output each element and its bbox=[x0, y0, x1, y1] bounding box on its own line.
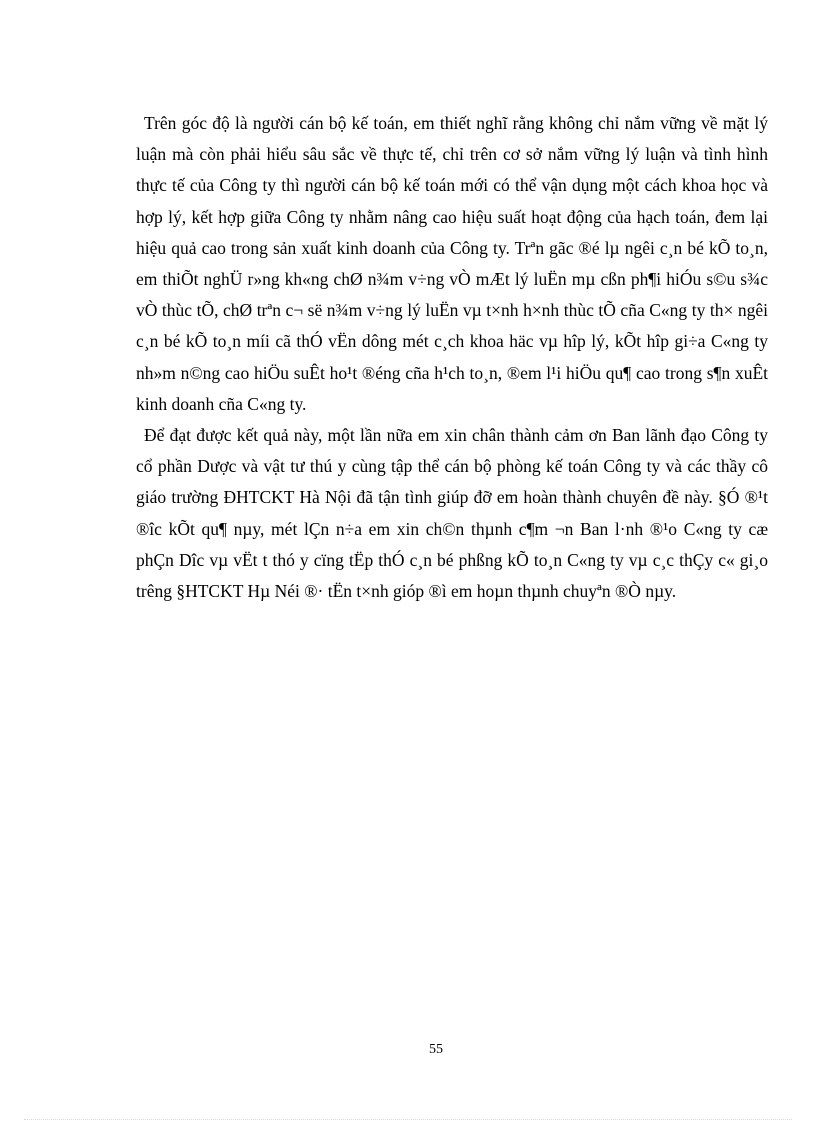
paragraph-conclusion: Trên góc độ là người cán bộ kế toán, em thiết nghĩ rằng không chỉ nắm vững về mặt lý luận mà còn phải hiểu sâu sắc về thực tế, chỉ trên cơ sở nắm vững lý luận và tình hình thực tế của Công ty thì người cán bộ kế toán mới có thể vận dụng một cách khoa học và hợp lý, kết hợp giữa Công ty nhằm nâng cao hiệu suất hoạt động của hạch toán, đem lại hiệu quả cao trong sản xuất kinh doanh của Công ty. Trªn gãc ®é lµ ngêi c¸n bé kÕ to¸n, em thiÕt nghÜ r»ng kh«ng chØ n¾m v÷ng vÒ mÆt lý luËn mµ cßn ph¶i hiÓu s©u s¾c vÒ thùc tÕ, chØ trªn c¬ së n¾m v÷ng lý luËn vµ t×nh h×nh thùc tÕ cña C«ng ty th× ngêi c¸n bé kÕ to¸n míi cã thÓ vËn dông mét c¸ch khoa häc vµ hîp lý, kÕt hîp gi÷a C«ng ty nh»m n©ng cao hiÖu suÊt ho¹t ®éng cña h¹ch to¸n, ®em l¹i hiÖu qu¶ cao trong s¶n xuÊt kinh doanh cña C«ng ty. bbox=[136, 113, 768, 414]
paragraph-acknowledgement: Để đạt được kết quả này, một lần nữa em xin chân thành cảm ơn Ban lãnh đạo Công ty cổ phần Dược và vật tư thú y cùng tập thể cán bộ phòng kế toán Công ty và các thầy cô giáo trường ĐHTCKT Hà Nội đã tận tình giúp đỡ em hoàn thành chuyên đề này. §Ó ®¹t ®îc kÕt qu¶ nµy, mét lÇn n÷a em xin ch©n thµnh c¶m ¬n Ban l·nh ®¹o C«ng ty cæ phÇn Dîc vµ vËt t thó y cïng tËp thÓ c¸n bé phßng kÕ to¸n C«ng ty vµ c¸c thÇy c« gi¸o trêng §HTCKT Hµ Néi ®· tËn t×nh gióp ®ì em hoµn thµnh chuyªn ®Ò nµy. bbox=[136, 425, 768, 602]
page-body bbox=[136, 108, 768, 607]
page-number: 55 bbox=[429, 1042, 443, 1057]
page-bottom-edge bbox=[24, 1119, 792, 1120]
